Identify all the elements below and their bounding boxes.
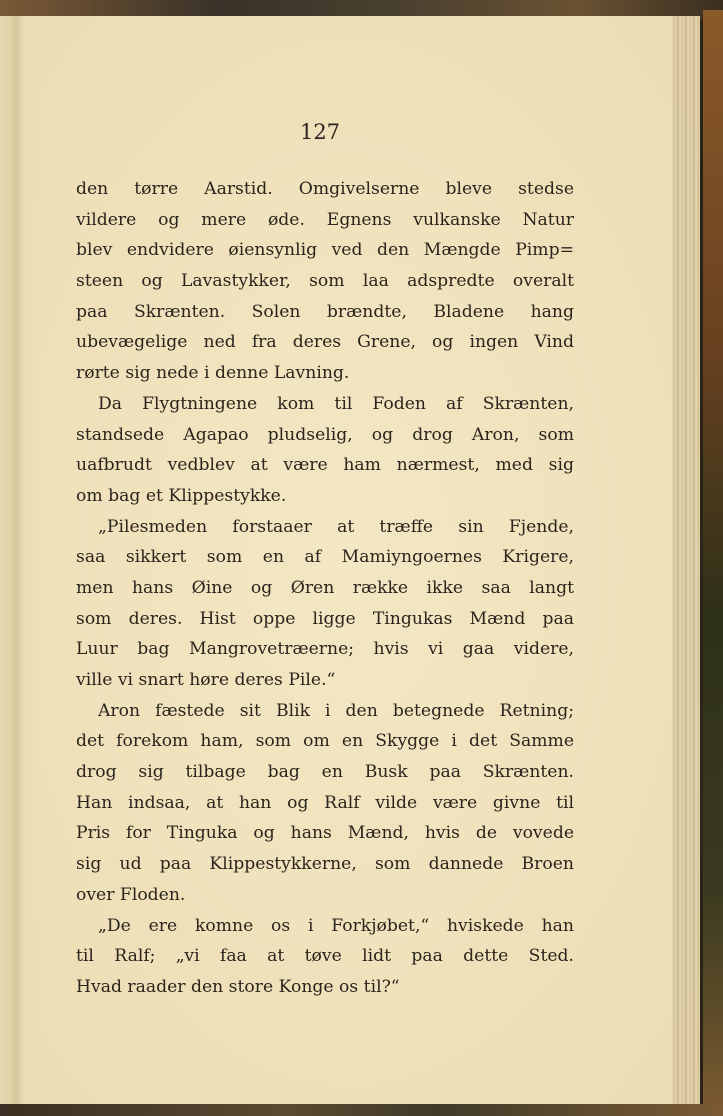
text-line: over Floden. <box>76 884 186 905</box>
text-line: standsede Agapao pludselig, og drog Aron, som <box>76 424 574 445</box>
text-line: saa sikkert som en af Mamiyngoernes Krigere, <box>76 547 574 568</box>
book-page <box>0 16 700 1106</box>
text-line: paa Skrænten. Solen brændte, Bladene hang <box>76 301 574 322</box>
text-line: til Ralf; „vi faa at tøve lidt paa dette Sted. <box>76 946 574 967</box>
paragraph-first-line: Aron fæstede sit Blik i den betegnede Retning; <box>98 700 574 721</box>
text-line: ubevægelige ned fra deres Grene, og ingen Vind <box>76 332 574 353</box>
text-line: steen og Lavastykker, som laa adspredte overalt <box>76 271 574 292</box>
text-line: ville vi snart høre deres Pile.“ <box>76 670 336 690</box>
paragraph-first-line: „Pilesmeden forstaaer at træffe sin Fjende, <box>98 516 574 537</box>
text-line: Luur bag Mangrovetræerne; hvis vi gaa videre, <box>76 639 574 660</box>
paragraph-first-line: Da Flygtningene kom til Foden af Skrænten, <box>98 393 574 414</box>
text-line: drog sig tilbage bag en Busk paa Skrænten. <box>76 762 574 783</box>
book-cover-edge <box>703 10 723 1110</box>
text-line: vildere og mere øde. Egnens vulkanske Natur <box>76 209 574 230</box>
text-line: om bag et Klippestykke. <box>76 485 287 506</box>
page-number: 127 <box>299 120 341 144</box>
text-line: men hans Øine og Øren række ikke saa langt <box>76 577 574 598</box>
text-line: uafbrudt vedblev at være ham nærmest, med sig <box>76 455 574 476</box>
text-line: Hvad raader den store Konge os til?“ <box>76 976 400 997</box>
text-line: det forekom ham, som om en Skygge i det Samme <box>76 731 574 752</box>
text-line: sig ud paa Klippestykkerne, som dannede Broen <box>76 854 574 875</box>
text-line: rørte sig nede i denne Lavning. <box>76 363 350 384</box>
book-bottom-edge <box>0 1104 723 1116</box>
text-line: som deres. Hist oppe ligge Tingukas Mænd paa <box>76 608 574 629</box>
page-stack-edge <box>672 16 700 1106</box>
body-text <box>76 174 574 1003</box>
paragraph-first-line: „De ere komne os i Forkjøbet,“ hviskede han <box>98 915 574 936</box>
text-line: den tørre Aarstid. Omgivelserne bleve stedse <box>76 179 574 199</box>
text-line: Han indsaa, at han og Ralf vilde være givne til <box>76 792 574 813</box>
text-line: Pris for Tinguka og hans Mænd, hvis de vovede <box>76 823 574 844</box>
text-line: blev endvidere øiensynlig ved den Mængde Pimp= <box>76 240 574 261</box>
